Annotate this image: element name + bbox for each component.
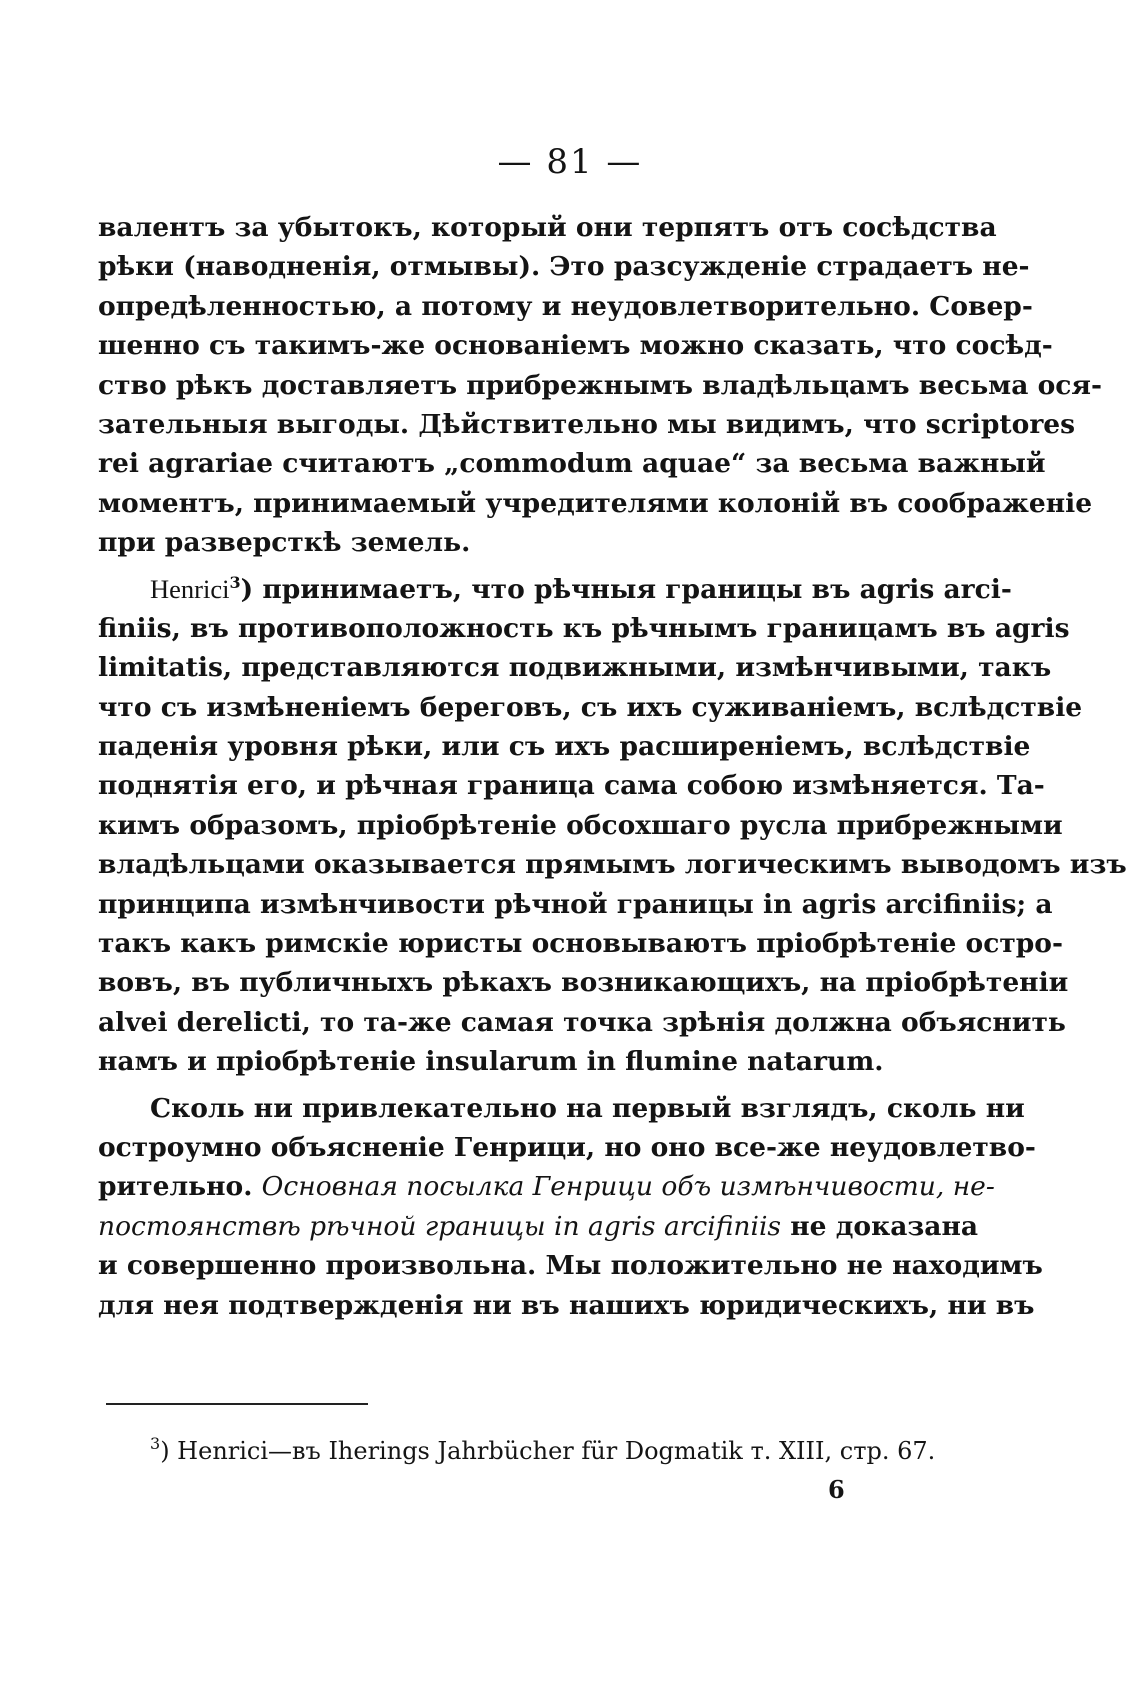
signature-mark: 6 [828, 1475, 845, 1504]
italic-fragment: постоянствѣ рѣчной границы in agris arcifiniis [98, 1210, 782, 1242]
text-line: Сколь ни привлекательно на первый взглядъ, сколь ни [150, 1092, 1025, 1124]
text-line: принципа измѣнчивости рѣчной границы in agris arcifiniis; а [98, 888, 1053, 920]
text-fragment: рительно. [98, 1171, 262, 1203]
text-line: rei agrariae считаютъ „commodum aquae“ за весьма важный [98, 448, 1046, 480]
text-line: ство рѣкъ доставляетъ прибрежнымъ владѣльцамъ весьма ося- [98, 369, 1102, 401]
footnote-text: ) Henrici—въ Iherings Jahrbücher für Dogmatik т. XIII, стр. 67. [160, 1437, 936, 1465]
text-line: для нея подтвержденія ни въ нашихъ юридическихъ, ни въ [98, 1289, 1035, 1321]
paragraph-1 [98, 208, 1102, 563]
text-line: что съ измѣненіемъ береговъ, съ ихъ суживаніемъ, вслѣдствіе [98, 691, 1083, 723]
footnote-marker: 3 [150, 1434, 161, 1453]
text-line: остроумно объясненіе Генрици, но оно все-же неудовлетво- [98, 1131, 1036, 1163]
text-line: limitatis, представляются подвижными, измѣнчивыми, такъ [98, 652, 1052, 684]
text-line: намъ и пріобрѣтеніе insularum in flumine natarum. [98, 1046, 884, 1078]
author-name: Henrici [150, 573, 230, 604]
body-text [98, 208, 1127, 1325]
text-line: валентъ за убытокъ, который они терпятъ отъ сосѣдства [98, 212, 997, 243]
text-line: вовъ, въ публичныхъ рѣкахъ возникающихъ, на пріобрѣтеніи [98, 967, 1069, 999]
text-line: паденія уровня рѣки, или съ ихъ расширеніемъ, вслѣдствіе [98, 731, 1031, 763]
text-line: рѣки (наводненія, отмывы). Это разсужденіе страдаетъ не- [98, 251, 1030, 283]
footnote [150, 1436, 935, 1466]
italic-fragment: Основная посылка Генрици объ измѣнчивости, не- [261, 1171, 995, 1203]
paragraph-2 [98, 570, 1127, 1082]
text-line-mixed [98, 1167, 995, 1206]
text-line-mixed [98, 1207, 979, 1246]
text-line: такъ какъ римскіе юристы основываютъ пріобрѣтеніе остро- [98, 928, 1063, 960]
text-line: моментъ, принимаемый учредителями колоній въ соображеніе [98, 487, 1093, 519]
text-line: владѣльцами оказывается прямымъ логическимъ выводомъ изъ [98, 849, 1127, 881]
footnote-divider [106, 1403, 368, 1405]
text-fragment: не доказана [781, 1210, 979, 1242]
text-line: зательныя выгоды. Дѣйствительно мы видимъ, что scriptores [98, 408, 1076, 440]
text-line: и совершенно произвольна. Мы положительно не находимъ [98, 1250, 1043, 1282]
text-line: кимъ образомъ, пріобрѣтеніе обсохшаго русла прибрежными [98, 809, 1063, 841]
text-line: шенно съ такимъ-же основаніемъ можно сказать, что сосѣд- [98, 330, 1053, 362]
page-number: — 81 — [497, 142, 643, 182]
footnote-ref: 3 [229, 572, 241, 592]
text-line: при разверсткѣ земель. [98, 527, 471, 559]
text-line: поднятія его, и рѣчная граница сама собою измѣняется. Та- [98, 770, 1045, 802]
text-fragment: ) принимаетъ, что рѣчныя границы въ agris arci- [240, 573, 1012, 605]
text-line: alvei derelicti, то та-же самая точка зрѣнія должна объяснить [98, 1006, 1066, 1038]
text-line: опредѣленностью, а потому и неудовлетворительно. Совер- [98, 290, 1033, 322]
text-line-first [98, 570, 1012, 609]
text-line: finiis, въ противоположность къ рѣчнымъ границамъ въ agris [98, 612, 1070, 644]
paragraph-3 [98, 1089, 1043, 1325]
